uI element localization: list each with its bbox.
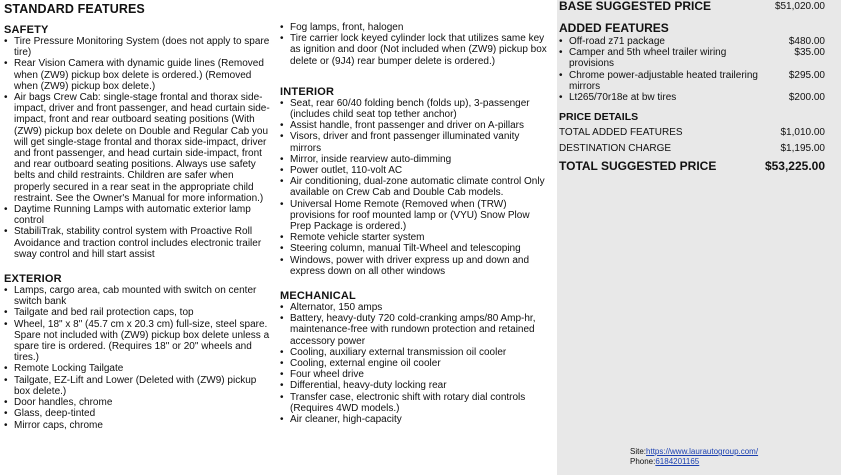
feature-item: • Visors, driver and front passenger illuminated vanity mirrors [280,131,548,153]
feature-item: • Glass, deep-tinted [4,408,272,419]
added-feature-price: $35.00 [794,47,825,59]
dealer-footer [630,447,758,466]
feature-item: • Cooling, auxiliary external transmission oil cooler [280,347,548,358]
feature-item: • Mirror, inside rearview auto-dimming [280,154,548,165]
safety-section [4,24,272,260]
destination-value: $1,195.00 [780,143,825,155]
site-label: Site: [630,447,647,456]
exterior-cont-list [280,22,548,67]
total-price-row [557,159,841,173]
added-feature-item [559,47,825,69]
total-price-label: TOTAL SUGGESTED PRICE [559,159,717,174]
exterior-heading: EXTERIOR [4,273,62,286]
added-feature-price: $200.00 [788,92,825,104]
safety-list [4,36,272,260]
added-feature-item [559,70,825,92]
base-price-value: $51,020.00 [774,1,825,12]
site-line [630,447,758,457]
mechanical-list [280,302,548,425]
feature-item: • Power outlet, 110-volt AC [280,165,548,176]
exterior-continued [280,22,548,67]
added-feature-label: • Lt265/70r18e at bw tires [559,92,769,103]
added-feature-label: • Off-road z71 package [559,36,769,47]
feature-item: • Air cleaner, high-capacity [280,414,548,425]
feature-item: • Tire Pressure Monitoring System (does not apply to spare tire) [4,36,272,58]
base-price-row [557,0,841,13]
total-added-label: TOTAL ADDED FEATURES [559,127,683,139]
added-feature-item [559,36,825,47]
feature-item: • Windows, power with driver express up and down and express down on all other windows [280,255,548,277]
destination-row [557,143,841,155]
base-price-label: BASE SUGGESTED PRICE [559,0,712,13]
feature-item: • Cooling, external engine oil cooler [280,358,548,369]
feature-item: • Tailgate, EZ-Lift and Lower (Deleted with (ZW9) pickup box delete.) [4,375,272,397]
feature-item: • Daytime Running Lamps with automatic exterior lamp control [4,204,272,226]
site-link[interactable]: https://www.laurautogroup.com/ [646,447,759,456]
phone-line [630,457,758,467]
feature-item: • Alternator, 150 amps [280,302,548,313]
feature-item: • Air conditioning, dual-zone automatic climate control Only available on Crew Cab and Double Cab models. [280,176,548,198]
feature-item: • Door handles, chrome [4,397,272,408]
total-added-value: $1,010.00 [780,127,825,139]
total-added-row [557,127,841,139]
middle-column [280,0,548,425]
total-price-value: $53,225.00 [764,159,825,174]
feature-item: • StabiliTrak, stability control system with Proactive Roll Avoidance and traction control includes electronic trailer sway control and hill start assist [4,226,272,260]
added-features-list [557,36,841,103]
mechanical-section [280,290,548,425]
added-feature-price: $295.00 [788,69,825,81]
feature-item: • Universal Home Remote (Removed when (TRW) provisions for roof mounted lamp or (VYU) Snow Plow Prep Package is ordered.) [280,199,548,233]
feature-item: • Assist handle, front passenger and driver on A-pillars [280,120,548,131]
added-feature-label: • Camper and 5th wheel trailer wiring provisions [559,47,769,69]
phone-label: Phone: [630,456,656,466]
safety-heading: SAFETY [4,24,49,36]
feature-item: • Seat, rear 60/40 folding bench (folds up), 3-passenger (includes child seat top tether anchor) [280,98,548,120]
interior-heading: INTERIOR [280,85,335,98]
feature-item: • Steering column, manual Tilt-Wheel and telescoping [280,243,548,254]
price-details-heading: PRICE DETAILS [559,111,639,124]
added-feature-label: • Chrome power-adjustable heated trailering mirrors [559,70,769,92]
feature-item: • Tailgate and bed rail protection caps, top [4,307,272,318]
mechanical-heading: MECHANICAL [280,290,356,303]
feature-item: • Lamps, cargo area, cab mounted with switch on center switch bank [4,285,272,307]
feature-item: • Transfer case, electronic shift with rotary dial controls (Requires 4WD models.) [280,392,548,414]
added-feature-item [559,92,825,103]
feature-item: • Remote vehicle starter system [280,232,548,243]
phone-link[interactable]: 6184201165 [655,456,700,466]
feature-item: • Four wheel drive [280,369,548,380]
feature-item: • Rear Vision Camera with dynamic guide lines (Removed when (ZW9) pickup box delete is ordered.) (Removed when (ZW9) pickup box delete.) [4,58,272,92]
feature-item: • Tire carrier lock keyed cylinder lock that utilizes same key as ignition and door (Not included when (ZW9) pickup box delete or (9J4) rear bumper delete is ordered.) [280,33,548,67]
added-feature-price: $480.00 [788,36,825,47]
feature-item: • Mirror caps, chrome [4,420,272,431]
feature-item: • Wheel, 18" x 8" (45.7 cm x 20.3 cm) full-size, steel spare. Spare not included with (ZW9) pickup box delete unless a spare tire is ordered. (Requires 18" or 20" wheels and tires.) [4,319,272,364]
added-features-heading: ADDED FEATURES [559,21,669,35]
feature-item: • Remote Locking Tailgate [4,363,272,374]
destination-label: DESTINATION CHARGE [559,143,672,155]
feature-item: • Battery, heavy-duty 720 cold-cranking amps/80 Amp-hr, maintenance-free with rundown protection and retained accessory power [280,313,548,347]
left-column [4,0,272,431]
feature-item: • Air bags Crew Cab: single-stage frontal and thorax side-impact, driver and front passenger, and head curtain side-impact, front and rear outboard seating positions (With (ZW9) pickup box delete on Double and Regular Cab you will get single-stage frontal and thorax side-impact, driver and front passenger, and head curtain side-impact, front and rear outboard seating positions. Always use safety belts and child restraints. Children are safer when properly secured in a rear seat in the appropriate child restraint. See the Owner's Manual for more information.) [4,92,272,204]
interior-section [280,86,548,277]
exterior-section [4,273,272,431]
pricing-panel [557,0,841,475]
interior-list [280,98,548,277]
feature-item: • Fog lamps, front, halogen [280,22,548,33]
page-title: STANDARD FEATURES [4,2,145,16]
feature-item: • Differential, heavy-duty locking rear [280,380,548,391]
exterior-list [4,285,272,431]
